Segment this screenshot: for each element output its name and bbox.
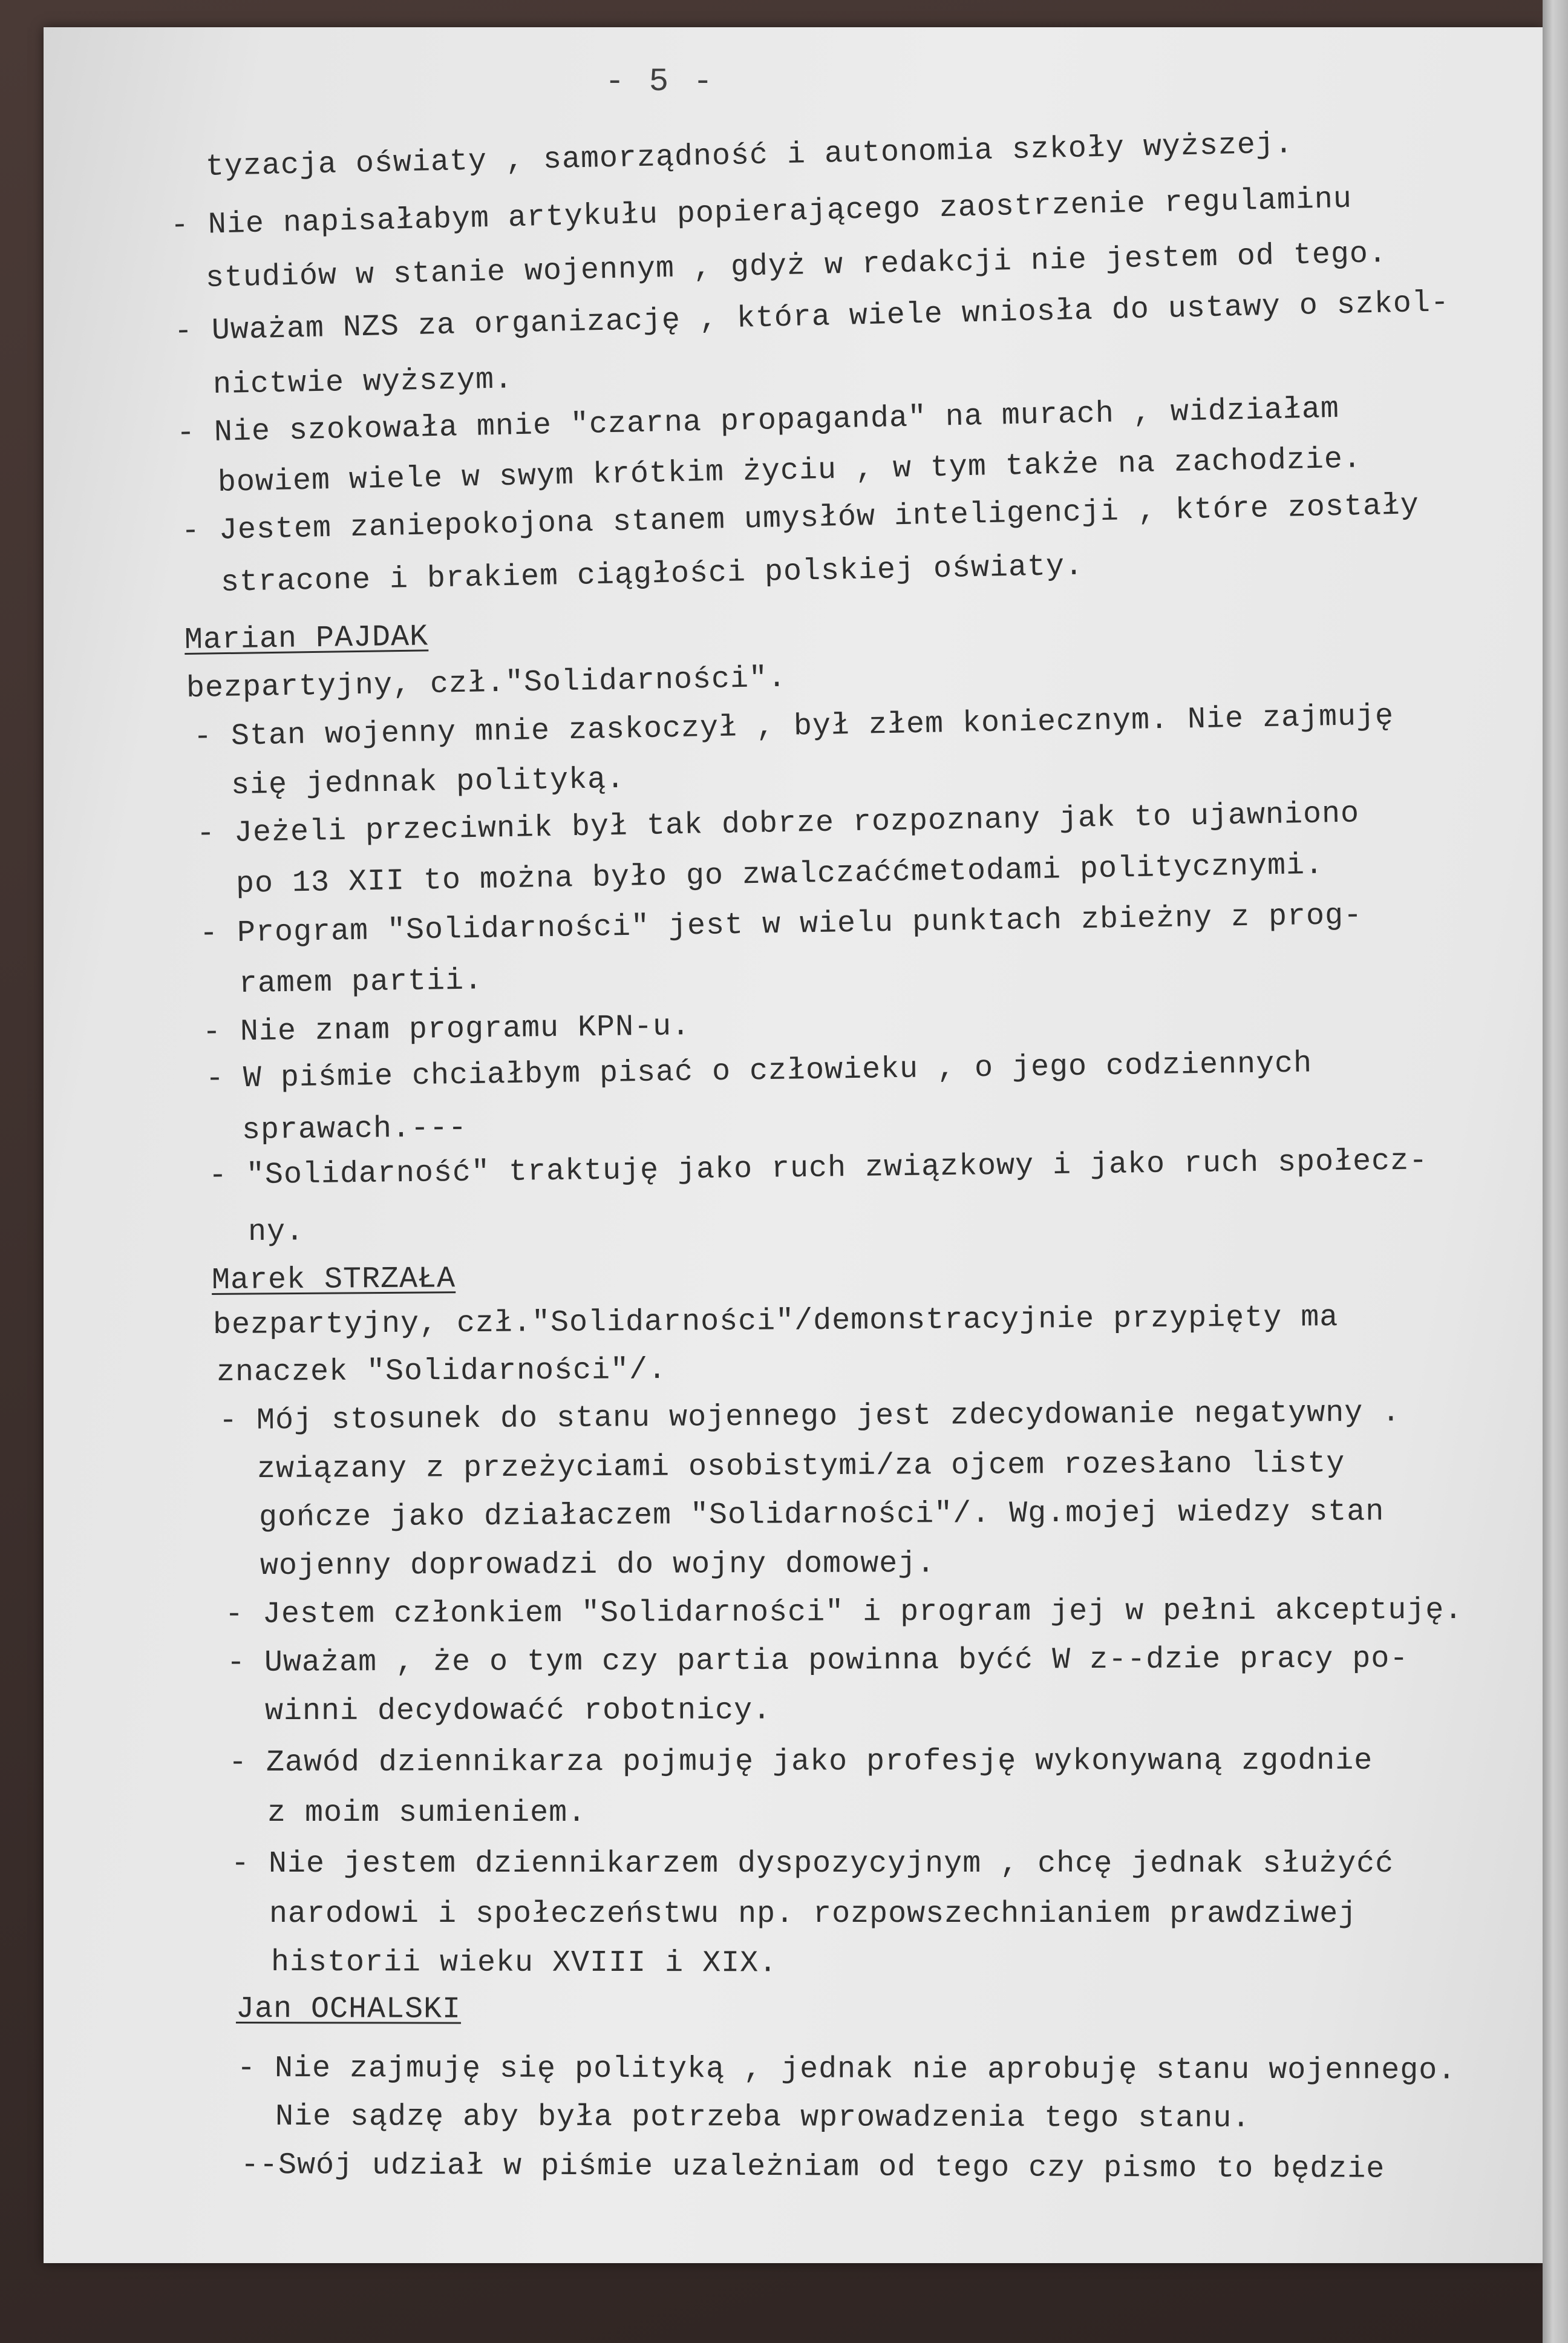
text-line: nictwie wyższym. <box>212 362 514 402</box>
text-line: Nie sądzę aby była potrzeba wprowadzenia tego stanu. <box>275 2100 1251 2136</box>
text-line: winni decydowaćć robotnicy. <box>264 1693 772 1729</box>
text-line: bezpartyjny, czł."Solidarności"/demonstracyjnie przypięty ma <box>212 1300 1339 1343</box>
text-line: historii wieku XVIII i XIX. <box>270 1945 778 1981</box>
list-item: - Uważam NZS za organizację , która wiele wniosła do ustawy o szkol- <box>174 286 1450 349</box>
list-item: - Mój stosunek do stanu wojennego jest zdecydowanie negatywny . <box>218 1395 1401 1438</box>
text-line: narodowi i społeczeństwu np. rozpowszechnianiem prawdziwej <box>269 1897 1357 1932</box>
list-item: - Nie jestem dziennikarzem dyspozycyjnym , chcę jednak służyćć <box>231 1847 1394 1881</box>
list-item: - Nie znam programu KPN-u. <box>202 1009 691 1050</box>
text-line: ny. <box>247 1214 305 1250</box>
list-item: - Nie napisałabym artykułu popierającego zaostrzenie regulaminu <box>170 182 1353 243</box>
text-line: sprawach.--- <box>241 1111 468 1148</box>
list-item: - "Solidarność" traktuję jako ruch związkowy i jako ruch społecz- <box>208 1144 1428 1193</box>
person-name-heading: Marek STRZAŁA <box>211 1262 456 1298</box>
list-item: - Nie szokowała mnie "czarna propaganda" na murach , widziałam <box>176 392 1340 451</box>
text-line: tyzacja oświaty , samorządność i autonomia szkoły wyższej. <box>205 127 1294 185</box>
text-line: bowiem wiele w swym krótkim życiu , w tym także na zachodzie. <box>217 442 1362 500</box>
text-line: związany z przeżyciami osobistymi/za ojcem rozesłano listy <box>256 1446 1345 1487</box>
text-line: ramem partii. <box>238 963 483 1001</box>
text-line: znaczek "Solidarności"/. <box>216 1353 667 1390</box>
scanner-edge <box>1543 0 1568 2343</box>
person-name-heading: Jan OCHALSKI <box>235 1992 462 2027</box>
text-line: po 13 XII to można było go zwalczaććmetodami politycznymi. <box>235 848 1324 902</box>
person-name-heading: Marian PAJDAK <box>184 620 429 658</box>
page-number: - 5 - <box>605 64 716 100</box>
list-item: - W piśmie chciałbym pisać o człowieku , o jego codziennych <box>205 1046 1313 1096</box>
text-line: się jednnak polityką. <box>230 762 626 803</box>
text-line: bezpartyjny, czł."Solidarności". <box>186 661 787 706</box>
text-line: gończe jako działaczem "Solidarności"/. Wg.mojej wiedzy stan <box>258 1495 1385 1535</box>
list-item: --Swój udział w piśmie uzależniam od tego czy pismo to będzie <box>240 2148 1385 2187</box>
list-item: - Nie zajmuję się polityką , jednak nie aprobuję stanu wojennego. <box>237 2051 1457 2088</box>
text-line: wojenny doprowadzi do wojny domowej. <box>260 1547 936 1584</box>
text-line: studiów w stanie wojennym , gdyż w redakcji nie jestem od tego. <box>205 237 1388 296</box>
text-line: z moim sumieniem. <box>267 1796 587 1830</box>
list-item: - Jeżeli przeciwnik był tak dobrze rozpoznany jak to ujawniono <box>196 796 1360 851</box>
list-item: - Uważam , że o tym czy partia powinna byćć W z--dzie pracy po- <box>226 1642 1409 1680</box>
list-item: - Jestem członkiem "Solidarności" i program jej w pełni akceptuję. <box>224 1593 1463 1632</box>
text-line: stracone i brakiem ciągłości polskiej oświaty. <box>220 549 1084 600</box>
list-item: - Stan wojenny mnie zaskoczył , był złem koniecznym. Nie zajmuję <box>193 699 1394 755</box>
list-item: - Jestem zaniepokojona stanem umysłów inteligencji , które zostały <box>181 488 1420 549</box>
list-item: - Program "Solidarności" jest w wielu punktach zbieżny z prog- <box>199 898 1363 951</box>
list-item: - Zawód dziennikarza pojmuję jako profesję wykonywaną zgodnie <box>228 1743 1373 1780</box>
